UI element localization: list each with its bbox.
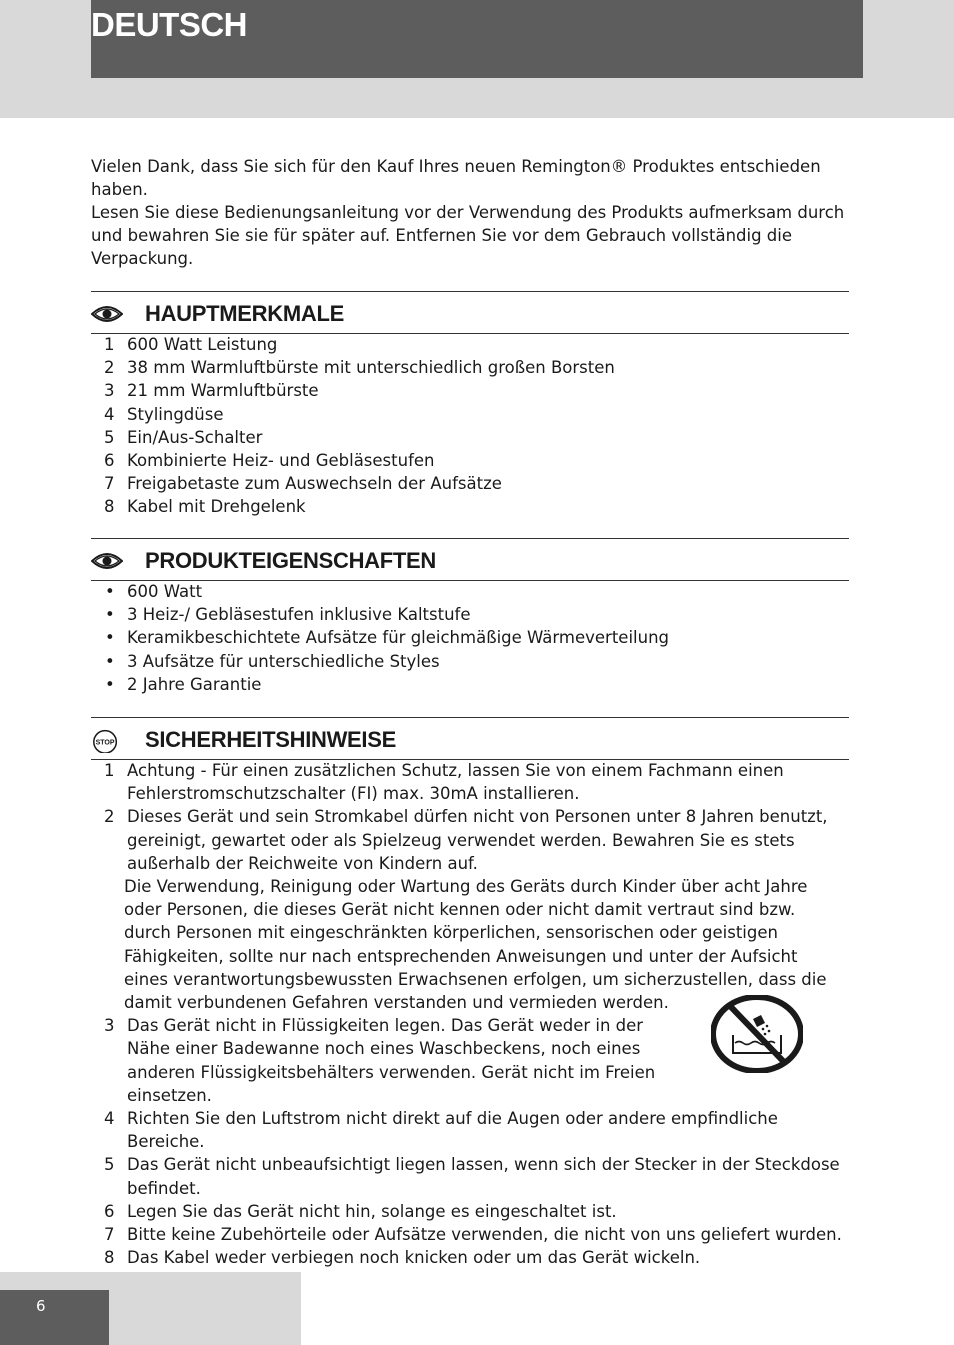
list-item-number: 4 — [104, 404, 115, 424]
list-item-number: 1 — [104, 761, 115, 780]
list-item-text: Das Gerät nicht in Flüssigkeiten legen. Das Gerät weder in der Nähe einer Badewanne noch eines Waschbeckens, noch eines anderen Flüssigkeitsbehälters verwenden. Gerät nicht im Freien einsetzen. — [127, 1016, 656, 1105]
list-item — [91, 472, 849, 495]
list-item-text: 3 Heiz-/ Gebläsestufen inklusive Kaltstufe — [127, 605, 471, 625]
list-item-number: 8 — [104, 1248, 115, 1268]
list-item-text: 2 Jahre Garantie — [127, 674, 262, 694]
list-item — [91, 1153, 843, 1199]
properties-heading — [91, 538, 849, 581]
features-title: HAUPTMERKMALE — [145, 301, 344, 326]
list-item-text: Kabel mit Drehgelenk — [127, 497, 306, 517]
list-item — [91, 1200, 843, 1223]
intro-text — [91, 155, 851, 270]
features-section — [91, 291, 849, 519]
list-item-number: 2 — [104, 807, 115, 827]
list-item-text: Das Gerät nicht unbeaufsichtigt liegen lassen, wenn sich der Stecker in der Steckdose befindet. — [127, 1155, 840, 1198]
intro-paragraph-2: Lesen Sie diese Bedienungsanleitung vor der Verwendung des Produkts aufmerksam durch und bewahren Sie sie für später auf. Entfernen Sie vor dem Gebrauch vollständig die Verpackung. — [91, 203, 845, 268]
list-item-number: 2 — [104, 358, 115, 378]
list-item-number: 3 — [104, 1016, 115, 1036]
list-item — [91, 1223, 843, 1246]
list-item-number: 7 — [104, 1225, 115, 1245]
list-item — [91, 495, 849, 518]
page-number: 6 — [36, 1297, 46, 1315]
stop-icon — [91, 727, 121, 753]
eye-icon — [91, 550, 123, 572]
list-item — [91, 333, 849, 356]
list-item-number: 7 — [104, 474, 115, 494]
list-item-number: 5 — [104, 1155, 115, 1175]
intro-paragraph-1: Vielen Dank, dass Sie sich für den Kauf Ihres neuen Remington® Produktes entschieden haben. — [91, 157, 821, 199]
features-list — [91, 333, 849, 519]
properties-title: PRODUKTEIGENSCHAFTEN — [145, 548, 437, 573]
list-item — [91, 426, 849, 449]
bullet: • — [105, 651, 115, 671]
list-item-text: Keramikbeschichtete Aufsätze für gleichmäßige Wärmeverteilung — [127, 628, 670, 648]
stop-icon-label: STOP — [95, 739, 115, 747]
list-item-text: 21 mm Warmluftbürste — [127, 381, 319, 401]
list-item-text: 600 Watt — [127, 582, 203, 601]
list-item-text: Dieses Gerät und sein Stromkabel dürfen nicht von Personen unter 8 Jahren benutzt, gereinigt, gewartet oder als Spielzeug verwendet werden. Bewahren Sie es stets außerhalb der Reichweite von Kindern auf. — [127, 807, 828, 873]
list-item — [91, 403, 849, 426]
list-item — [91, 673, 849, 696]
list-item — [91, 1107, 843, 1153]
list-item — [91, 805, 843, 875]
list-item — [91, 379, 849, 402]
list-item-number: 5 — [104, 427, 115, 447]
list-item-number: 8 — [104, 497, 115, 517]
list-item-text: Bitte keine Zubehörteile oder Aufsätze verwenden, die nicht von uns geliefert wurden. — [127, 1225, 842, 1245]
list-item-text: Freigabetaste zum Auswechseln der Aufsätze — [127, 474, 502, 494]
page-number-box — [0, 1290, 109, 1345]
list-item — [91, 650, 849, 673]
bullet: • — [105, 674, 115, 694]
features-heading — [91, 291, 849, 334]
list-item — [91, 449, 849, 472]
properties-list — [91, 580, 849, 696]
bullet: • — [105, 628, 115, 648]
safety-title: SICHERHEITSHINWEISE — [145, 727, 396, 752]
list-item-number: 3 — [104, 381, 115, 401]
list-item-text: 3 Aufsätze für unterschiedliche Styles — [127, 651, 440, 671]
list-item-number: 4 — [104, 1109, 115, 1129]
list-item-text: Stylingdüse — [127, 404, 224, 424]
list-item — [91, 580, 849, 603]
list-item — [91, 875, 843, 1014]
list-item — [91, 356, 849, 379]
bullet: • — [105, 582, 115, 601]
bullet: • — [105, 605, 115, 625]
list-item — [91, 1246, 843, 1269]
safety-heading — [91, 717, 849, 760]
list-item — [91, 603, 849, 626]
list-item-text: Kombinierte Heiz- und Gebläsestufen — [127, 451, 435, 471]
list-item-number: 6 — [104, 451, 115, 471]
page-title: DEUTSCH — [91, 6, 248, 43]
list-item-text: Richten Sie den Luftstrom nicht direkt auf die Augen oder andere empfindliche Bereiche. — [127, 1109, 778, 1152]
properties-section — [91, 538, 849, 696]
list-item-text: Ein/Aus-Schalter — [127, 427, 263, 447]
list-item — [91, 626, 849, 649]
no-water-icon — [711, 995, 803, 1073]
list-item-number: 1 — [104, 335, 115, 354]
title-bar — [91, 0, 863, 78]
list-item-text: 600 Watt Leistung — [127, 335, 278, 354]
list-item-text: Achtung - Für einen zusätzlichen Schutz, lassen Sie von einem Fachmann einen Fehlerstromschutzschalter (FI) max. 30mA installieren. — [127, 761, 784, 804]
list-item-text: Die Verwendung, Reinigung oder Wartung des Geräts durch Kinder über acht Jahre oder Personen, die dieses Gerät nicht kennen oder nicht damit vertraut sind bzw. durch Personen mit eingeschränkten körperlichen, sensorischen oder geistigen Fähigkeiten, sollte nur nach entsprechenden Anweisungen und unter der Aufsicht eines verantwortungsbewussten Erwachsenen erfolgen, um sicherzustellen, dass die damit verbundenen Gefahren verstanden und vermieden werden. — [124, 877, 827, 1013]
eye-icon — [91, 303, 123, 325]
list-item-text: 38 mm Warmluftbürste mit unterschiedlich großen Borsten — [127, 358, 615, 378]
list-item-text: Das Kabel weder verbiegen noch knicken oder um das Gerät wickeln. — [127, 1248, 701, 1268]
list-item-number: 6 — [104, 1201, 115, 1221]
safety-section — [91, 717, 849, 1269]
list-item — [91, 759, 843, 805]
list-item-text: Legen Sie das Gerät nicht hin, solange es eingeschaltet ist. — [127, 1201, 617, 1221]
